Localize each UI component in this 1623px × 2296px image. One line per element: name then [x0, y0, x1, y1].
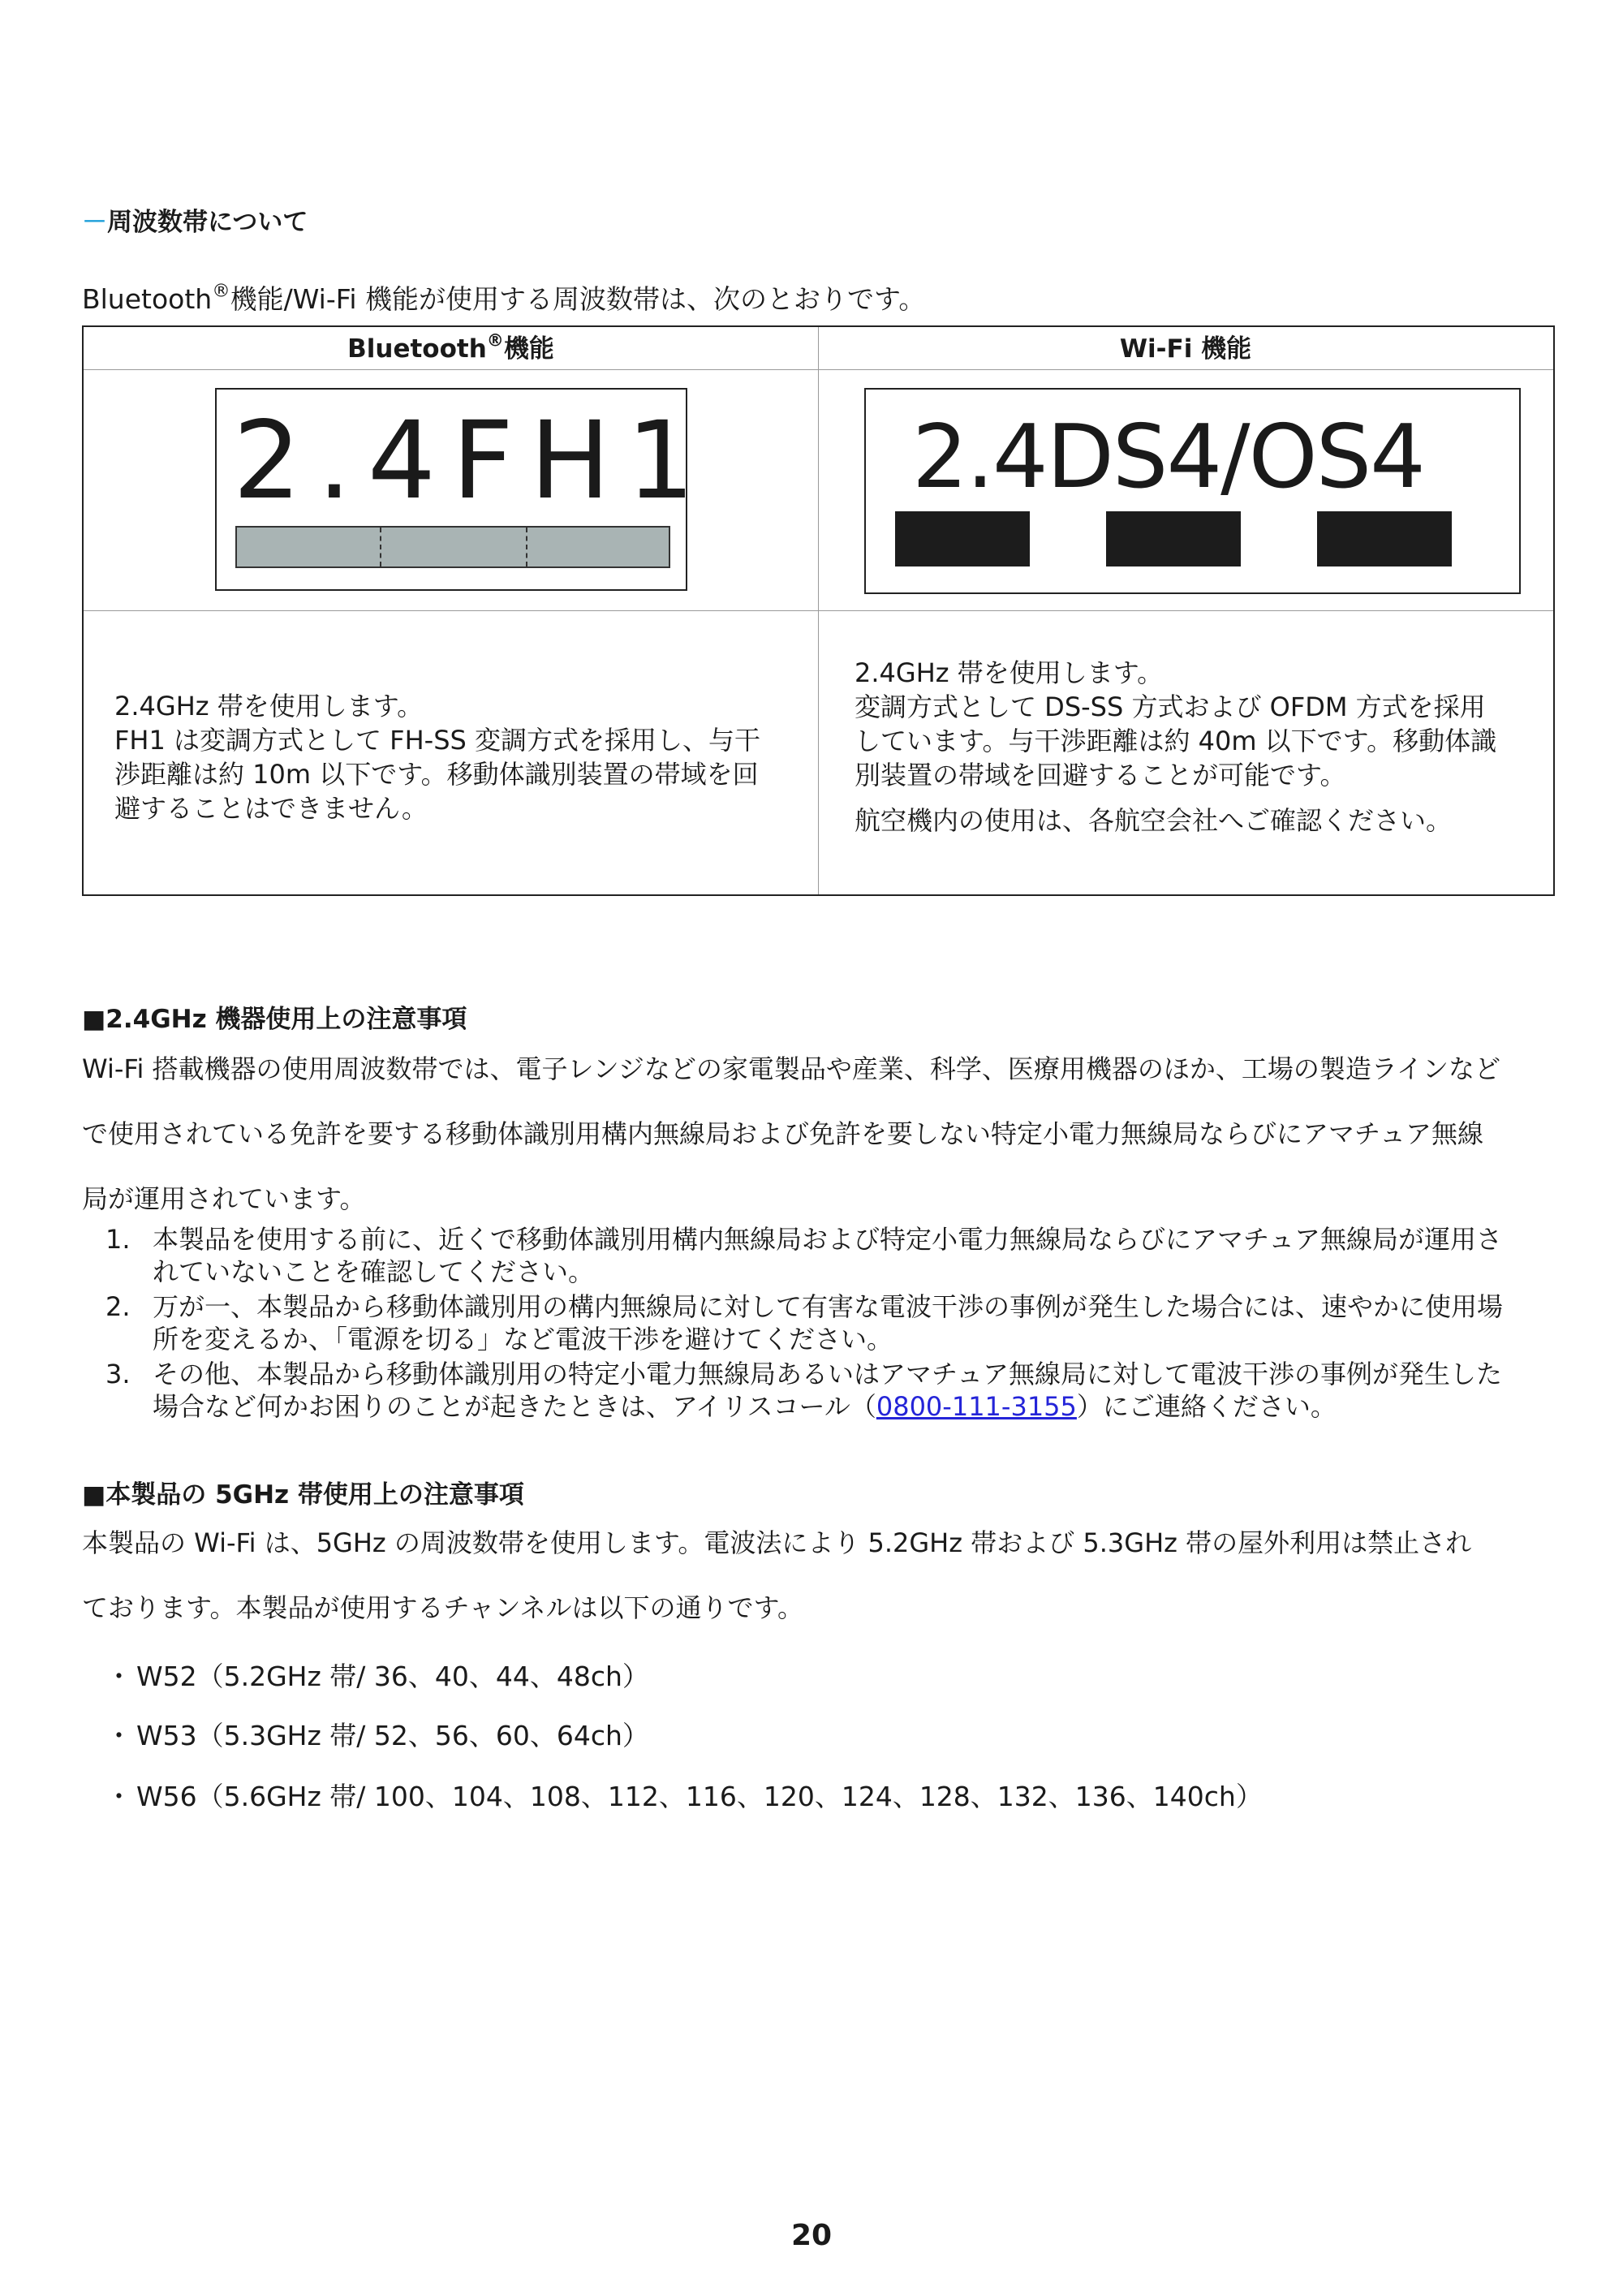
wifi-band-block [1106, 511, 1241, 566]
support-phone-link[interactable]: 0800-111-3155 [876, 1391, 1077, 1422]
heading-dash: － [82, 208, 107, 237]
table-header-divider [84, 369, 1553, 370]
wifi-airplane-note: 航空機内の使用は、各航空会社へご確認ください。 [855, 805, 1453, 836]
section-heading-frequency [82, 201, 308, 238]
list-item: 3. その他、本製品から移動体識別用の特定小電力無線局あるいはアマチュア無線局に対して電波干渉の事例が発生した 場合など何かお困りのことが起きたときは、アイリスコール（0800-111-3155）にご連絡ください。 [105, 1359, 1503, 1422]
band-bar-divider [526, 528, 527, 566]
bluetooth-band-bar [235, 526, 670, 568]
table-header-wifi: Wi-Fi 機能 [1119, 334, 1252, 364]
channel-item-w52: ・ W52（5.2GHz 帯/ 36、40、44、48ch） [105, 1661, 649, 1692]
table-row-divider [84, 610, 1553, 611]
wifi-band-block [895, 511, 1030, 566]
section3-paragraph: 本製品の Wi-Fi は、5GHz の周波数帯を使用します。電波法により 5.2GHz 帯および 5.3GHz 帯の屋外利用は禁止され ております。本製品が使用するチャンネルは以下の通りです。 [82, 1527, 1472, 1623]
page-number: 20 [790, 2219, 833, 2252]
channel-item-w53: ・ W53（5.3GHz 帯/ 52、56、60、64ch） [105, 1720, 649, 1751]
bluetooth-frequency-label [215, 388, 712, 591]
precaution-list [96, 1223, 1548, 1432]
frequency-intro: Bluetooth®機能/Wi-Fi 機能が使用する周波数帯は、次のとおりです。 [82, 280, 926, 315]
bluetooth-description: 2.4GHz 帯を使用します。 FH1 は変調方式として FH-SS 変調方式を採用し、与干 渉距離は約 10m 以下です。移動体識別装置の帯域を回 避することはできません。 [114, 691, 760, 824]
section-heading-24ghz: ■2.4GHz 機器使用上の注意事項 [82, 1005, 467, 1034]
wifi-frequency-label [864, 388, 1521, 594]
section2-paragraph: Wi-Fi 搭載機器の使用周波数帯では、電子レンジなどの家電製品や産業、科学、医療用機器のほか、工場の製造ラインなど で使用されている免許を要する移動体識別用構内無線局および免許を要しない特定小電力無線局ならびにアマチュア無線 局が運用されています。 [82, 1053, 1500, 1214]
wifi-description: 2.4GHz 帯を使用します。 変調方式として DS-SS 方式および OFDM 方式を採用 しています。与干渉距離は約 40m 以下です。移動体識 別装置の帯域を回避することが可能です。 航空機内の使用は、各航空会社へご確認ください。 [855, 656, 1544, 838]
table-header-bluetooth: Bluetooth®機能 [347, 330, 554, 364]
wifi-label-text: 2.4DS4/OS4 [912, 407, 1424, 508]
heading-text: 周波数帯について [107, 208, 308, 237]
wifi-band-block [1317, 511, 1452, 566]
bluetooth-label-text: 2.4FH1 [233, 398, 712, 523]
band-bar-divider [380, 528, 381, 566]
list-item: 1. 本製品を使用する前に、近くで移動体識別用構内無線局および特定小電力無線局ならびにアマチュア無線局が運用さ れていないことを確認してください。 [105, 1224, 1503, 1287]
list-item: 2. 万が一、本製品から移動体識別用の構内無線局に対して有害な電波干渉の事例が発生した場合には、速やかに使用場 所を変えるか、「電源を切る」など電波干渉を避けてください。 [105, 1291, 1504, 1355]
channel-item-w56: ・ W56（5.6GHz 帯/ 100、104、108、112、116、120、124、128、132、136、140ch） [105, 1781, 1263, 1812]
section-heading-5ghz: ■本製品の 5GHz 帯使用上の注意事項 [82, 1480, 524, 1510]
frequency-table [82, 325, 1555, 896]
registered-mark: ® [212, 280, 230, 302]
